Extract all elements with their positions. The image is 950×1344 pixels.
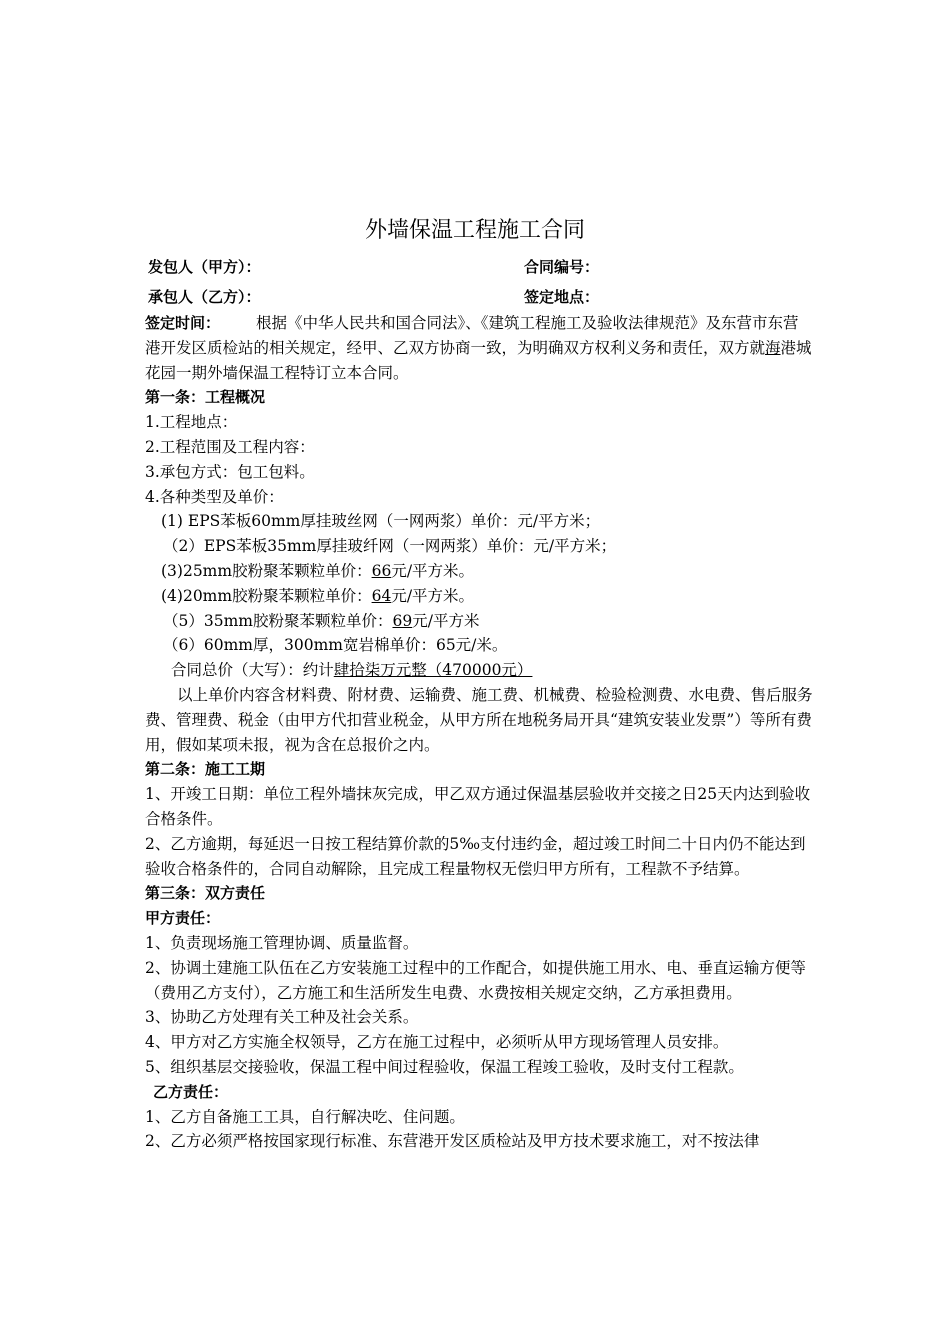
article-1-heading: 第一条：工程概况 — [145, 388, 266, 407]
article-2-heading: 第二条：施工工期 — [145, 760, 266, 779]
price-item — [145, 584, 813, 609]
price-label: (4)20mm胶粉聚苯颗粒单价： — [161, 586, 372, 605]
list-item: 4.各种类型及单价： — [145, 487, 284, 506]
list-item: 1.工程地点： — [145, 413, 238, 432]
sign-place-label: 签定地点： — [524, 288, 600, 306]
list-item: 5、组织基层交接验收，保温工程中间过程验收，保温工程竣工验收，及时支付工程款。 — [145, 1057, 744, 1076]
price-label: (3)25mm胶粉聚苯颗粒单价： — [161, 561, 372, 580]
price-unit: 元/平方米 — [412, 611, 480, 630]
contract-body — [145, 311, 813, 1154]
price-item — [145, 559, 813, 584]
intro-text-2: 港城花园一期外墙保温工程特订立本合同。 — [145, 338, 812, 382]
list-item: 2、乙方必须严格按国家现行标准、东营港开发区质检站及甲方技术要求施工，对不按法律 — [145, 1132, 760, 1151]
list-item: 3.承包方式：包工包料。 — [145, 462, 315, 481]
list-item: 1、乙方自备施工工具，自行解决吃、住问题。 — [145, 1107, 465, 1126]
list-item: 1、负责现场施工管理协调、质量监督。 — [145, 933, 419, 952]
price-item: (1) EPS苯板60mm厚挂玻丝网（一网两浆）单价：元/平方米； — [161, 512, 601, 531]
list-item: 2.工程范围及工程内容： — [145, 437, 315, 456]
article-3-heading: 第三条：双方责任 — [145, 884, 266, 903]
document-title: 外墙保温工程施工合同 — [364, 218, 585, 243]
intro-paragraph — [145, 311, 813, 385]
intro-text-1: 根据《中华人民共和国合同法》、《建筑工程施工及验收法律规范》及东营市东营港开发区质检站的相关规定，经甲、乙双方协商一致，为明确双方权利义务和责任，双方就 — [145, 314, 799, 357]
project-name: 海 — [765, 338, 781, 357]
sign-time-label: 签定时间： — [145, 314, 221, 332]
total-label: 合同总价（大写）：约计 — [171, 661, 334, 680]
price-item — [145, 609, 813, 634]
list-item: 2、乙方逾期，每延迟一日按工程结算价款的5‰支付违约金，超过竣工时间二十日内仍不能达到验收合格条件的，合同自动解除，且完成工程量物权无偿归甲方所有，工程款不予结算。 — [145, 834, 806, 878]
party-a-duties-heading: 甲方责任： — [145, 909, 221, 928]
price-note: 以上单价内容含材料费、附材费、运输费、施工费、机械费、检验检测费、水电费、售后服务费、管理费、税金（由甲方代扣营业税金，从甲方所在地税务局开具“建筑安装业发票”）等所有费用，假如某项未报，视为含在总报价之内。 — [145, 685, 813, 754]
price-value: 69 — [392, 611, 413, 630]
list-item: 3、协助乙方处理有关工种及社会关系。 — [145, 1008, 419, 1027]
contract-total — [145, 658, 813, 683]
contract-number-label: 合同编号： — [524, 258, 600, 276]
list-item: 1、开竣工日期：单位工程外墙抹灰完成，甲乙双方通过保温基层验收并交接之日25天内达到验收合格条件。 — [145, 785, 811, 828]
list-item: 2、协调土建施工队伍在乙方安装施工过程中的工作配合，如提供施工用水、电、垂直运输方便等（费用乙方支付），乙方施工和生活所发生电费、水费按相关规定交纳，乙方承担费用。 — [145, 958, 806, 1002]
list-item: 4、甲方对乙方实施全权领导，乙方在施工过程中，必须听从甲方现场管理人员安排。 — [145, 1033, 729, 1052]
total-value: 肆拾柒万元整（470000元） — [333, 661, 533, 680]
price-value: 66 — [371, 561, 392, 580]
price-unit: 元/平方米。 — [391, 561, 475, 580]
price-label: （5）35mm胶粉聚苯颗粒单价： — [163, 611, 393, 630]
price-item: （6）60mm厚，300mm宽岩棉单价：65元/米。 — [163, 636, 508, 655]
price-value: 64 — [371, 586, 392, 605]
price-item: （2）EPS苯板35mm厚挂玻纤网（一网两浆）单价：元/平方米； — [163, 537, 617, 556]
party-b-label: 承包人（乙方）： — [148, 288, 261, 306]
party-a-label: 发包人（甲方）： — [148, 258, 261, 276]
price-unit: 元/平方米。 — [391, 586, 475, 605]
party-b-duties-heading: 乙方责任： — [153, 1082, 229, 1101]
